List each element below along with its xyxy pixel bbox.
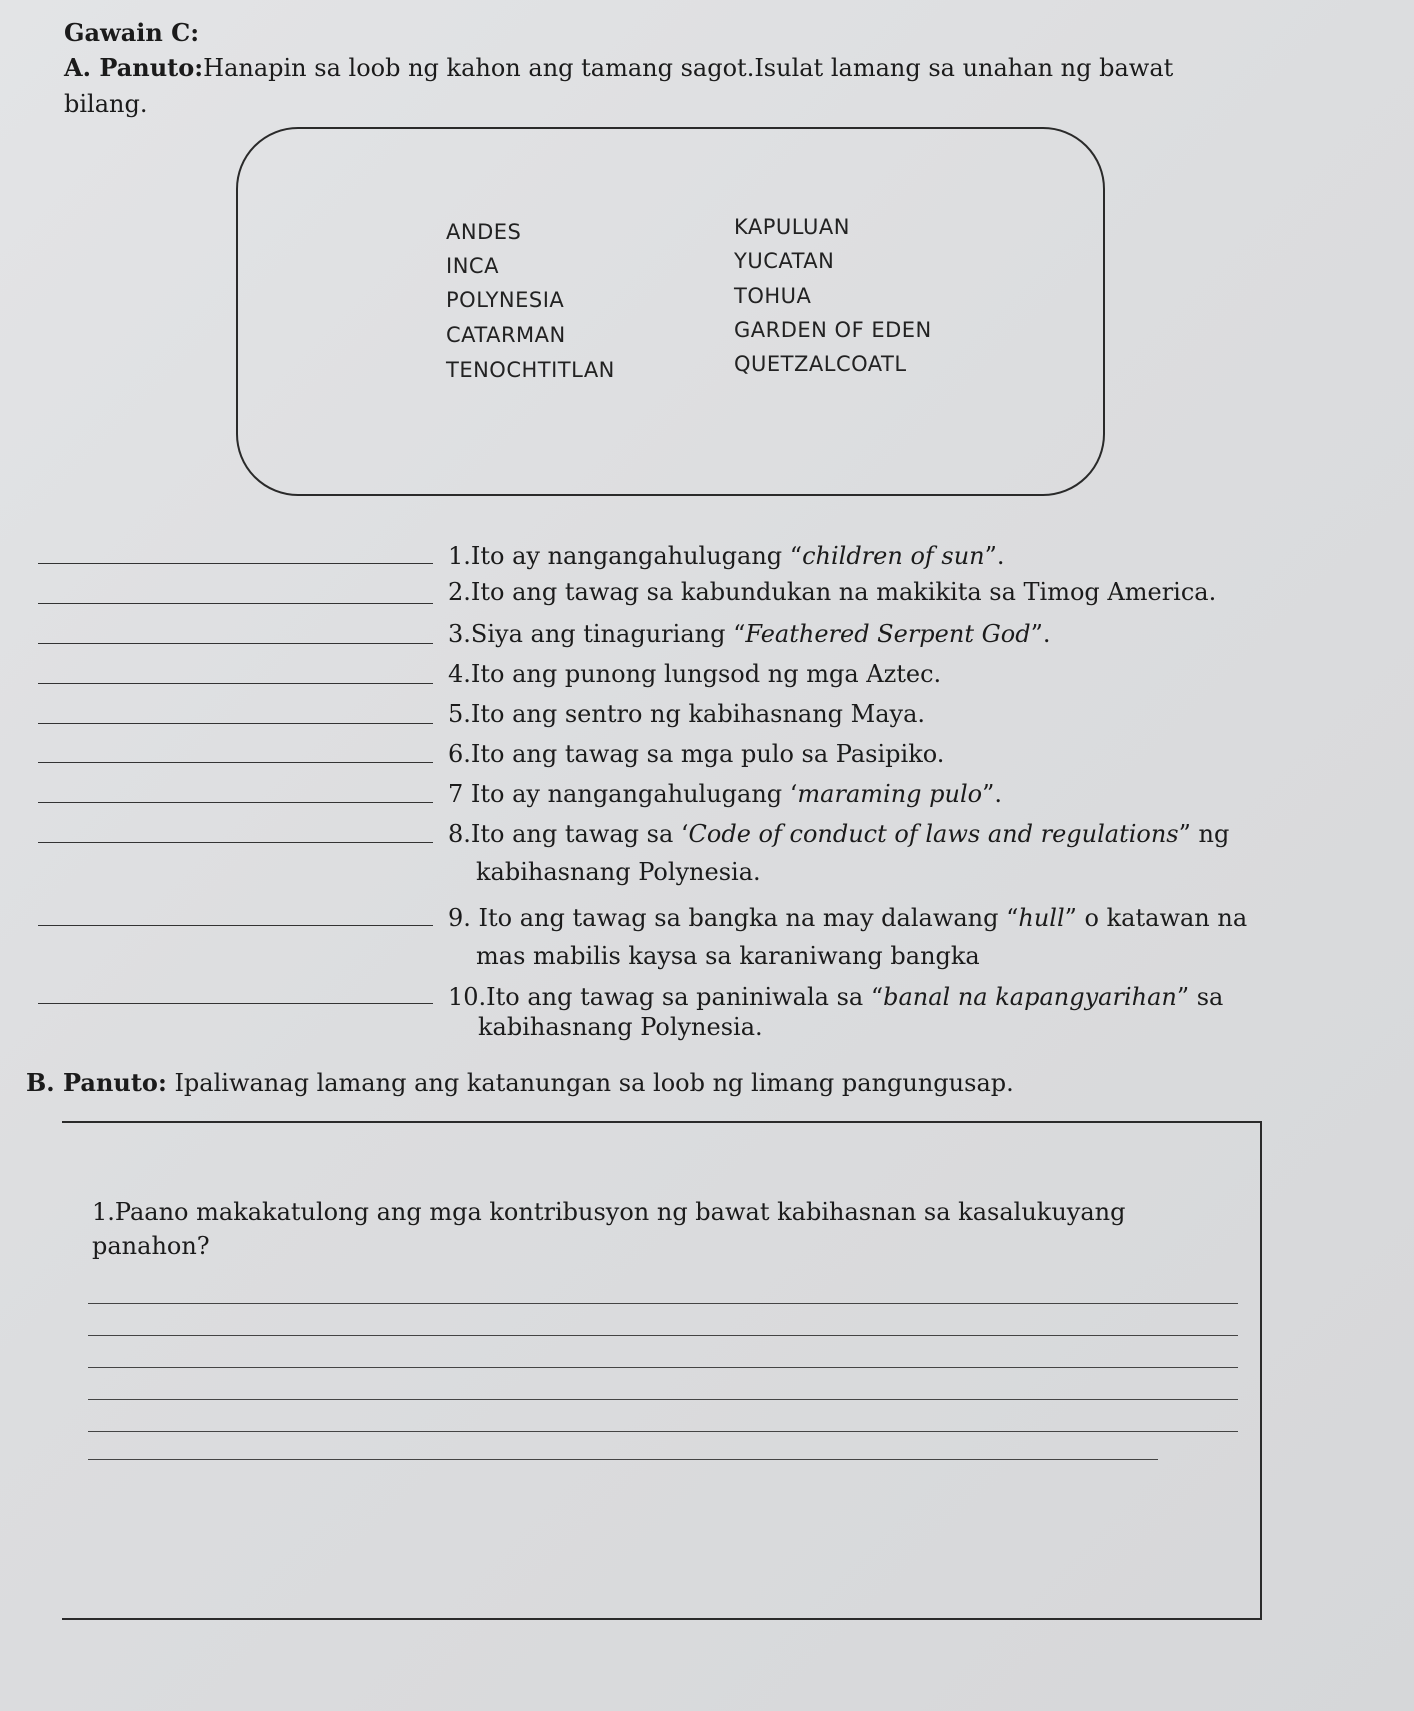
answer-blank-10[interactable] [38, 1003, 433, 1004]
question-1: 1.Ito ay nangangahulugang “children of sun”. [448, 542, 1005, 570]
question-10: 10.Ito ang tawag sa paniniwala sa “banal na kapangyarihan” sa [448, 983, 1224, 1011]
question-5: 5.Ito ang sentro ng kabihasnang Maya. [448, 700, 926, 728]
answer-blank-5[interactable] [38, 723, 433, 724]
word-bank-item: TOHUA [734, 284, 812, 308]
question-9: 9. Ito ang tawag sa bangka na may dalawang “hull” o katawan na [448, 904, 1248, 932]
answer-blank-3[interactable] [38, 643, 433, 644]
word-bank-item: QUETZALCOATL [734, 352, 907, 376]
answer-blank-2[interactable] [38, 603, 433, 604]
question-6: 6.Ito ang tawag sa mga pulo sa Pasipiko. [448, 740, 945, 768]
answer-blank-8[interactable] [38, 842, 433, 843]
essay-answer-line-6[interactable] [88, 1459, 1158, 1460]
essay-answer-line-4[interactable] [88, 1399, 1238, 1400]
part-b-text: Ipaliwanag lamang ang katanungan sa loob ng limang pangungusap. [174, 1069, 1014, 1097]
word-bank-item: KAPULUAN [734, 215, 850, 239]
question-8-continuation: kabihasnang Polynesia. [476, 858, 761, 886]
question-4: 4.Ito ang punong lungsod ng mga Aztec. [448, 660, 942, 688]
essay-answer-line-3[interactable] [88, 1367, 1238, 1368]
word-bank-item: TENOCHTITLAN [446, 358, 615, 382]
part-b-label: B. Panuto: [26, 1068, 167, 1097]
essay-answer-box [62, 1121, 1262, 1620]
question-10-continuation: kabihasnang Polynesia. [478, 1013, 763, 1041]
essay-question: 1.Paano makakatulong ang mga kontribusyon ng bawat kabihasnan sa kasalukuyang panahon? [92, 1198, 1126, 1260]
word-bank-item: INCA [446, 254, 499, 278]
essay-answer-line-1[interactable] [88, 1303, 1238, 1304]
word-bank-box [236, 127, 1105, 496]
word-bank-item: YUCATAN [734, 249, 835, 273]
answer-blank-6[interactable] [38, 762, 433, 763]
answer-blank-7[interactable] [38, 802, 433, 803]
word-bank-item: ANDES [446, 220, 522, 244]
answer-blank-1[interactable] [38, 563, 433, 564]
question-9-continuation: mas mabilis kaysa sa karaniwang bangka [476, 942, 980, 970]
part-a-instruction [64, 50, 1244, 122]
activity-title: Gawain C: [64, 18, 200, 47]
word-bank-item: GARDEN OF EDEN [734, 318, 932, 342]
essay-answer-line-2[interactable] [88, 1335, 1238, 1336]
part-b-instruction [26, 1068, 1014, 1097]
answer-blank-4[interactable] [38, 683, 433, 684]
word-bank-item: CATARMAN [446, 323, 566, 347]
answer-blank-9[interactable] [38, 925, 433, 926]
word-bank-item: POLYNESIA [446, 288, 565, 312]
question-8: 8.Ito ang tawag sa ‘Code of conduct of laws and regulations” ng [448, 820, 1230, 848]
question-3: 3.Siya ang tinaguriang “Feathered Serpent God”. [448, 620, 1051, 648]
part-a-label: A. Panuto: [64, 53, 204, 82]
question-2: 2.Ito ang tawag sa kabundukan na makikita sa Timog America. [448, 578, 1217, 606]
part-a-text: Hanapin sa loob ng kahon ang tamang sagot.Isulat lamang sa unahan ng bawat bilang. [64, 54, 1174, 118]
essay-answer-line-5[interactable] [88, 1431, 1238, 1432]
question-7: 7 Ito ay nangangahulugang ‘maraming pulo”. [448, 780, 1003, 808]
